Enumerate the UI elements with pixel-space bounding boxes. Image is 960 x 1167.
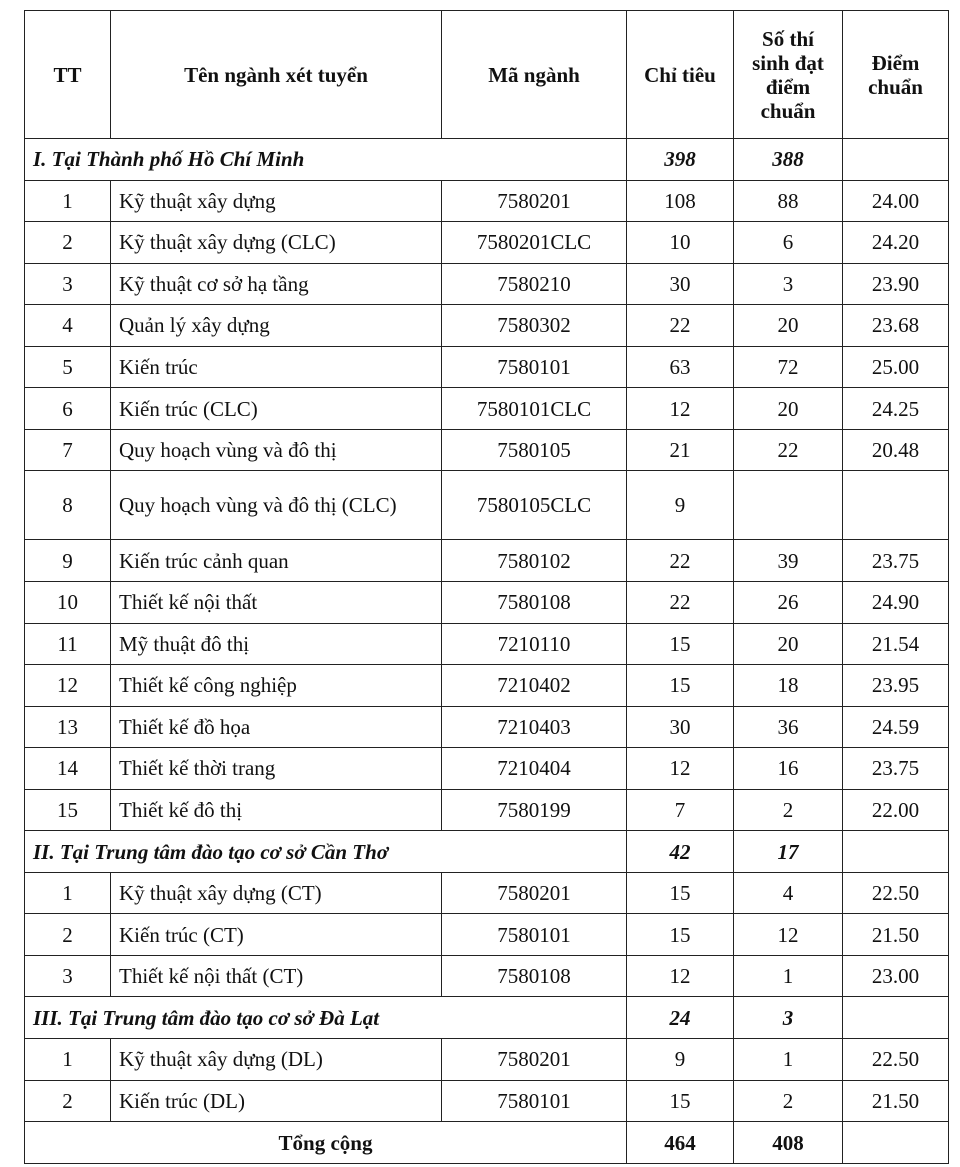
cell-ma-nganh: 7580201 xyxy=(442,872,627,914)
cell-diem-chuan: 22.50 xyxy=(843,1039,949,1081)
total-chi-tieu: 464 xyxy=(627,1122,734,1164)
section-diem-chuan xyxy=(843,139,949,181)
header-so-thi-sinh: Số thí sinh đạt điểm chuẩn xyxy=(734,11,843,139)
cell-chi-tieu: 21 xyxy=(627,429,734,471)
section-chi-tieu: 42 xyxy=(627,831,734,873)
cell-ten-nganh: Kỹ thuật xây dựng (CLC) xyxy=(111,222,442,264)
cell-chi-tieu: 9 xyxy=(627,1039,734,1081)
cell-ten-nganh: Kiến trúc cảnh quan xyxy=(111,540,442,582)
cell-diem-chuan: 22.50 xyxy=(843,872,949,914)
cell-tt: 6 xyxy=(25,388,111,430)
cell-chi-tieu: 15 xyxy=(627,872,734,914)
cell-chi-tieu: 15 xyxy=(627,665,734,707)
total-label: Tổng cộng xyxy=(25,1122,627,1164)
section-chi-tieu: 24 xyxy=(627,997,734,1039)
table-row xyxy=(25,706,949,748)
cell-ma-nganh: 7210402 xyxy=(442,665,627,707)
section-so-thi-sinh: 3 xyxy=(734,997,843,1039)
cell-so-thi-sinh: 36 xyxy=(734,706,843,748)
cell-chi-tieu: 22 xyxy=(627,305,734,347)
cell-ma-nganh: 7580201 xyxy=(442,1039,627,1081)
cell-chi-tieu: 15 xyxy=(627,914,734,956)
cell-diem-chuan: 24.90 xyxy=(843,582,949,624)
cell-diem-chuan: 22.00 xyxy=(843,789,949,831)
table-row xyxy=(25,388,949,430)
cell-so-thi-sinh: 72 xyxy=(734,346,843,388)
section-title: II. Tại Trung tâm đào tạo cơ sở Cần Thơ xyxy=(25,831,627,873)
cell-tt: 11 xyxy=(25,623,111,665)
section-so-thi-sinh: 17 xyxy=(734,831,843,873)
cell-so-thi-sinh: 39 xyxy=(734,540,843,582)
table-row xyxy=(25,305,949,347)
cell-diem-chuan: 23.75 xyxy=(843,540,949,582)
table-row xyxy=(25,872,949,914)
cell-ma-nganh: 7580101CLC xyxy=(442,388,627,430)
section-row xyxy=(25,831,949,873)
section-diem-chuan xyxy=(843,997,949,1039)
cell-ten-nganh: Thiết kế công nghiệp xyxy=(111,665,442,707)
cell-chi-tieu: 12 xyxy=(627,748,734,790)
cell-tt: 13 xyxy=(25,706,111,748)
table-row xyxy=(25,914,949,956)
table-row xyxy=(25,429,949,471)
cell-ten-nganh: Thiết kế nội thất xyxy=(111,582,442,624)
cell-chi-tieu: 12 xyxy=(627,388,734,430)
section-so-thi-sinh: 388 xyxy=(734,139,843,181)
cell-so-thi-sinh: 4 xyxy=(734,872,843,914)
cell-diem-chuan: 21.50 xyxy=(843,914,949,956)
table-row xyxy=(25,471,949,540)
cell-ma-nganh: 7580210 xyxy=(442,263,627,305)
header-diem-chuan: Điểm chuẩn xyxy=(843,11,949,139)
cell-ma-nganh: 7210403 xyxy=(442,706,627,748)
cell-diem-chuan: 23.95 xyxy=(843,665,949,707)
table-row xyxy=(25,1039,949,1081)
cell-ten-nganh: Kỹ thuật cơ sở hạ tầng xyxy=(111,263,442,305)
cell-tt: 8 xyxy=(25,471,111,540)
cell-so-thi-sinh: 6 xyxy=(734,222,843,264)
table-row xyxy=(25,346,949,388)
cell-tt: 1 xyxy=(25,180,111,222)
cell-chi-tieu: 30 xyxy=(627,706,734,748)
cell-chi-tieu: 30 xyxy=(627,263,734,305)
section-row xyxy=(25,139,949,181)
cell-so-thi-sinh: 2 xyxy=(734,789,843,831)
cell-ten-nganh: Thiết kế đồ họa xyxy=(111,706,442,748)
cell-so-thi-sinh: 18 xyxy=(734,665,843,707)
cell-ma-nganh: 7580105CLC xyxy=(442,471,627,540)
cell-ma-nganh: 7580101 xyxy=(442,914,627,956)
cell-diem-chuan: 24.00 xyxy=(843,180,949,222)
cell-ma-nganh: 7580102 xyxy=(442,540,627,582)
cell-chi-tieu: 10 xyxy=(627,222,734,264)
header-tt: TT xyxy=(25,11,111,139)
cell-ma-nganh: 7580201CLC xyxy=(442,222,627,264)
cell-ma-nganh: 7580201 xyxy=(442,180,627,222)
cell-so-thi-sinh: 16 xyxy=(734,748,843,790)
cell-tt: 10 xyxy=(25,582,111,624)
cell-diem-chuan: 21.54 xyxy=(843,623,949,665)
cell-so-thi-sinh: 20 xyxy=(734,388,843,430)
cell-ma-nganh: 7210110 xyxy=(442,623,627,665)
cell-tt: 7 xyxy=(25,429,111,471)
section-row xyxy=(25,997,949,1039)
cell-ma-nganh: 7210404 xyxy=(442,748,627,790)
table-row xyxy=(25,180,949,222)
cell-diem-chuan: 24.25 xyxy=(843,388,949,430)
cell-diem-chuan: 23.00 xyxy=(843,955,949,997)
cell-tt: 2 xyxy=(25,914,111,956)
cell-so-thi-sinh xyxy=(734,471,843,540)
cell-so-thi-sinh: 20 xyxy=(734,623,843,665)
total-row xyxy=(25,1122,949,1164)
cell-ma-nganh: 7580108 xyxy=(442,582,627,624)
cell-diem-chuan: 25.00 xyxy=(843,346,949,388)
cell-so-thi-sinh: 20 xyxy=(734,305,843,347)
cell-ma-nganh: 7580199 xyxy=(442,789,627,831)
table-row xyxy=(25,748,949,790)
cell-diem-chuan: 23.68 xyxy=(843,305,949,347)
cell-diem-chuan xyxy=(843,471,949,540)
table-body xyxy=(25,139,949,1164)
header-row xyxy=(25,11,949,139)
cell-diem-chuan: 23.90 xyxy=(843,263,949,305)
total-so-thi-sinh: 408 xyxy=(734,1122,843,1164)
admission-score-table xyxy=(24,10,949,1164)
cell-tt: 2 xyxy=(25,222,111,264)
cell-ten-nganh: Kỹ thuật xây dựng xyxy=(111,180,442,222)
cell-ten-nganh: Quy hoạch vùng và đô thị xyxy=(111,429,442,471)
table-row xyxy=(25,789,949,831)
cell-diem-chuan: 24.20 xyxy=(843,222,949,264)
cell-tt: 1 xyxy=(25,1039,111,1081)
total-diem-chuan xyxy=(843,1122,949,1164)
cell-tt: 3 xyxy=(25,955,111,997)
cell-tt: 9 xyxy=(25,540,111,582)
cell-chi-tieu: 9 xyxy=(627,471,734,540)
cell-ma-nganh: 7580302 xyxy=(442,305,627,347)
cell-chi-tieu: 15 xyxy=(627,1080,734,1122)
cell-so-thi-sinh: 88 xyxy=(734,180,843,222)
cell-so-thi-sinh: 2 xyxy=(734,1080,843,1122)
cell-chi-tieu: 7 xyxy=(627,789,734,831)
table-row xyxy=(25,263,949,305)
cell-diem-chuan: 24.59 xyxy=(843,706,949,748)
cell-ten-nganh: Kiến trúc (CLC) xyxy=(111,388,442,430)
section-chi-tieu: 398 xyxy=(627,139,734,181)
cell-tt: 4 xyxy=(25,305,111,347)
cell-tt: 1 xyxy=(25,872,111,914)
cell-tt: 3 xyxy=(25,263,111,305)
section-title: I. Tại Thành phố Hồ Chí Minh xyxy=(25,139,627,181)
table-row xyxy=(25,955,949,997)
header-ten-nganh: Tên ngành xét tuyển xyxy=(111,11,442,139)
cell-so-thi-sinh: 12 xyxy=(734,914,843,956)
cell-diem-chuan: 20.48 xyxy=(843,429,949,471)
cell-ma-nganh: 7580101 xyxy=(442,1080,627,1122)
cell-tt: 12 xyxy=(25,665,111,707)
cell-diem-chuan: 21.50 xyxy=(843,1080,949,1122)
cell-ten-nganh: Kỹ thuật xây dựng (DL) xyxy=(111,1039,442,1081)
cell-so-thi-sinh: 22 xyxy=(734,429,843,471)
cell-chi-tieu: 63 xyxy=(627,346,734,388)
cell-so-thi-sinh: 1 xyxy=(734,1039,843,1081)
cell-ten-nganh: Mỹ thuật đô thị xyxy=(111,623,442,665)
cell-diem-chuan: 23.75 xyxy=(843,748,949,790)
table-row xyxy=(25,222,949,264)
section-title: III. Tại Trung tâm đào tạo cơ sở Đà Lạt xyxy=(25,997,627,1039)
cell-ma-nganh: 7580108 xyxy=(442,955,627,997)
cell-ten-nganh: Quản lý xây dựng xyxy=(111,305,442,347)
cell-tt: 15 xyxy=(25,789,111,831)
cell-so-thi-sinh: 3 xyxy=(734,263,843,305)
cell-chi-tieu: 108 xyxy=(627,180,734,222)
cell-ten-nganh: Kỹ thuật xây dựng (CT) xyxy=(111,872,442,914)
table-row xyxy=(25,1080,949,1122)
cell-tt: 2 xyxy=(25,1080,111,1122)
cell-ten-nganh: Thiết kế nội thất (CT) xyxy=(111,955,442,997)
cell-so-thi-sinh: 26 xyxy=(734,582,843,624)
cell-chi-tieu: 12 xyxy=(627,955,734,997)
cell-ma-nganh: 7580105 xyxy=(442,429,627,471)
cell-ma-nganh: 7580101 xyxy=(442,346,627,388)
cell-ten-nganh: Quy hoạch vùng và đô thị (CLC) xyxy=(111,471,442,540)
cell-chi-tieu: 22 xyxy=(627,540,734,582)
table-row xyxy=(25,623,949,665)
header-ma-nganh: Mã ngành xyxy=(442,11,627,139)
header-chi-tieu: Chỉ tiêu xyxy=(627,11,734,139)
cell-tt: 14 xyxy=(25,748,111,790)
cell-chi-tieu: 22 xyxy=(627,582,734,624)
table-row xyxy=(25,540,949,582)
cell-ten-nganh: Kiến trúc xyxy=(111,346,442,388)
table-row xyxy=(25,582,949,624)
cell-ten-nganh: Kiến trúc (DL) xyxy=(111,1080,442,1122)
cell-ten-nganh: Kiến trúc (CT) xyxy=(111,914,442,956)
table-row xyxy=(25,665,949,707)
cell-tt: 5 xyxy=(25,346,111,388)
cell-so-thi-sinh: 1 xyxy=(734,955,843,997)
cell-ten-nganh: Thiết kế đô thị xyxy=(111,789,442,831)
cell-ten-nganh: Thiết kế thời trang xyxy=(111,748,442,790)
section-diem-chuan xyxy=(843,831,949,873)
cell-chi-tieu: 15 xyxy=(627,623,734,665)
